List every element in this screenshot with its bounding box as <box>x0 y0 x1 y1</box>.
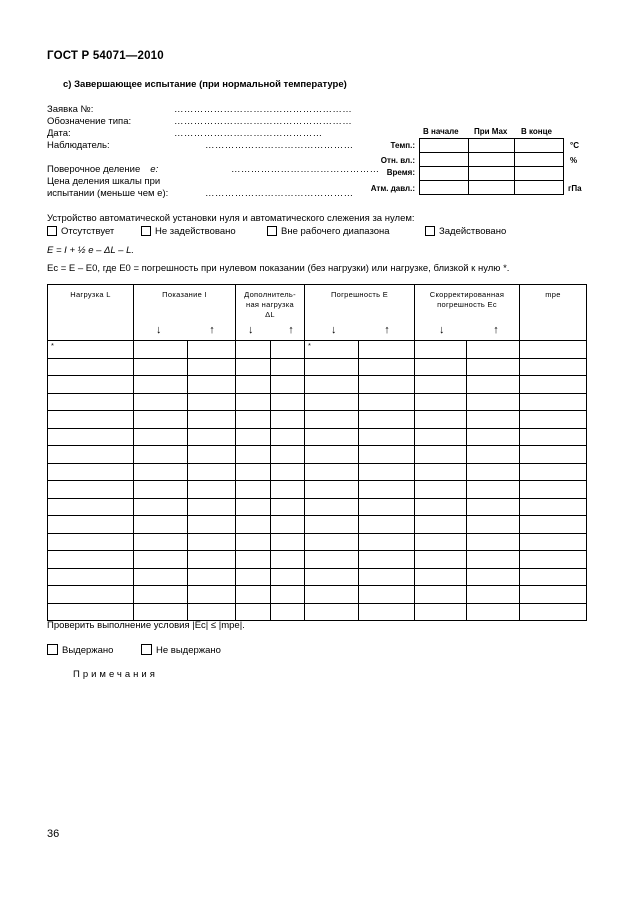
table-cell[interactable] <box>415 358 467 376</box>
table-cell[interactable] <box>188 463 236 481</box>
table-cell[interactable] <box>236 411 271 429</box>
table-row <box>48 516 587 534</box>
table-cell[interactable] <box>415 603 467 621</box>
table-cell[interactable] <box>188 411 236 429</box>
table-cell[interactable] <box>520 358 587 376</box>
table-cell[interactable] <box>48 358 134 376</box>
table-cell[interactable] <box>520 446 587 464</box>
table-cell[interactable] <box>134 376 188 394</box>
table-cell[interactable] <box>48 428 134 446</box>
table-cell[interactable] <box>359 358 415 376</box>
table-cell[interactable] <box>271 358 305 376</box>
table-cell[interactable] <box>415 551 467 569</box>
table-cell[interactable] <box>188 481 236 499</box>
table-row <box>48 568 587 586</box>
table-row <box>48 341 587 359</box>
results-table <box>47 284 587 621</box>
env-col-end: В конце <box>521 127 552 136</box>
scale-division-label-1: Цена деления шкалы при <box>47 176 161 187</box>
arrow-up-icon: ↑ <box>493 324 499 336</box>
table-row <box>48 376 587 394</box>
table-cell[interactable] <box>467 341 520 359</box>
table-row <box>48 586 587 604</box>
table-cell[interactable] <box>305 533 359 551</box>
table-cell[interactable] <box>48 341 134 359</box>
env-cell[interactable] <box>515 139 564 153</box>
option-absent[interactable]: Отсутствует <box>47 226 114 237</box>
arrow-down-icon: ↓ <box>439 324 445 336</box>
env-cell[interactable] <box>515 167 564 181</box>
table-cell[interactable] <box>520 533 587 551</box>
table-cell[interactable] <box>188 341 236 359</box>
table-cell[interactable] <box>236 603 271 621</box>
notes-title: Примечания <box>73 669 158 680</box>
table-cell[interactable] <box>48 568 134 586</box>
formula-error: E = I + ½ e – ΔL – L. <box>47 245 135 256</box>
table-cell[interactable] <box>134 481 188 499</box>
table-cell[interactable] <box>188 516 236 534</box>
table-cell[interactable] <box>134 533 188 551</box>
table-cell[interactable] <box>271 551 305 569</box>
verification-division-field[interactable]: ……………………………………… <box>231 164 380 175</box>
table-cell[interactable] <box>236 533 271 551</box>
table-cell[interactable] <box>236 446 271 464</box>
env-cell[interactable] <box>420 139 469 153</box>
table-cell[interactable] <box>48 551 134 569</box>
option-failed[interactable]: Не выдержано <box>141 644 221 656</box>
table-cell[interactable] <box>236 393 271 411</box>
table-cell[interactable] <box>305 463 359 481</box>
table-cell[interactable] <box>48 498 134 516</box>
table-cell[interactable] <box>188 376 236 394</box>
table-cell[interactable] <box>467 551 520 569</box>
env-row-time: Время: <box>386 168 415 177</box>
arrow-down-icon: ↓ <box>248 324 254 336</box>
environment-table <box>419 138 564 195</box>
table-cell[interactable] <box>359 603 415 621</box>
table-cell[interactable] <box>520 393 587 411</box>
table-row <box>48 393 587 411</box>
table-cell[interactable] <box>305 586 359 604</box>
verification-division-label: Поверочное деление e: <box>47 164 159 175</box>
table-cell[interactable] <box>134 568 188 586</box>
col-header-mpe: mpe <box>520 285 587 341</box>
env-cell[interactable] <box>420 181 469 195</box>
table-cell[interactable] <box>134 358 188 376</box>
section-title: с) Завершающее испытание (при нормальной температуре) <box>63 79 347 90</box>
table-cell[interactable] <box>467 498 520 516</box>
table-cell[interactable] <box>134 463 188 481</box>
table-cell[interactable] <box>415 411 467 429</box>
table-cell[interactable] <box>271 411 305 429</box>
col-header-indication: Показание I ↓ ↑ <box>134 285 236 341</box>
table-cell[interactable] <box>236 376 271 394</box>
checkbox[interactable] <box>425 226 435 236</box>
table-cell[interactable] <box>467 428 520 446</box>
table-cell[interactable] <box>48 463 134 481</box>
table-cell[interactable] <box>359 463 415 481</box>
env-row-pressure: Атм. давл.: <box>370 184 415 193</box>
env-col-max: При Max <box>474 127 508 136</box>
arrow-down-icon: ↓ <box>331 324 337 336</box>
table-cell[interactable] <box>236 568 271 586</box>
table-cell[interactable] <box>415 568 467 586</box>
table-cell[interactable] <box>236 516 271 534</box>
star-marker: * <box>51 341 54 350</box>
table-cell[interactable] <box>467 603 520 621</box>
table-cell[interactable] <box>188 393 236 411</box>
table-cell[interactable] <box>271 568 305 586</box>
table-cell[interactable] <box>48 516 134 534</box>
scale-division-label-2: испытании (меньше чем e): <box>47 188 169 199</box>
table-cell[interactable] <box>467 481 520 499</box>
table-cell[interactable] <box>520 586 587 604</box>
table-cell[interactable] <box>359 498 415 516</box>
checkbox[interactable] <box>47 226 57 236</box>
table-cell[interactable] <box>359 533 415 551</box>
table-cell[interactable] <box>305 428 359 446</box>
page-number: 36 <box>47 828 60 840</box>
table-cell[interactable] <box>467 516 520 534</box>
table-cell[interactable] <box>359 446 415 464</box>
table-cell[interactable] <box>415 481 467 499</box>
table-cell[interactable] <box>134 586 188 604</box>
checkbox[interactable] <box>267 226 277 236</box>
option-used[interactable]: Задействовано <box>425 226 506 237</box>
arrow-down-icon: ↓ <box>156 324 162 336</box>
table-cell[interactable] <box>305 446 359 464</box>
table-cell[interactable] <box>236 358 271 376</box>
env-unit-humidity: % <box>570 156 578 165</box>
table-cell[interactable] <box>415 586 467 604</box>
table-cell[interactable] <box>305 358 359 376</box>
checkbox[interactable] <box>47 644 58 655</box>
type-label: Обозначение типа: <box>47 116 132 127</box>
table-cell[interactable] <box>467 411 520 429</box>
table-cell[interactable] <box>359 568 415 586</box>
table-cell[interactable] <box>305 481 359 499</box>
table-cell[interactable] <box>188 428 236 446</box>
table-row <box>48 533 587 551</box>
zero-device-title: Устройство автоматической установки нуля и автоматического слежения за нулем: <box>47 213 415 224</box>
table-cell[interactable] <box>305 498 359 516</box>
table-cell[interactable] <box>188 358 236 376</box>
table-cell[interactable] <box>305 411 359 429</box>
table-cell[interactable] <box>305 341 359 359</box>
table-cell[interactable] <box>520 516 587 534</box>
table-cell[interactable] <box>359 341 415 359</box>
table-cell[interactable] <box>467 533 520 551</box>
table-cell[interactable] <box>134 411 188 429</box>
env-cell[interactable] <box>515 181 564 195</box>
env-row-humidity: Отн. вл.: <box>380 156 415 165</box>
table-cell[interactable] <box>271 498 305 516</box>
condition-check: Проверить выполнение условия |Ec| ≤ |mpe|. <box>47 620 245 631</box>
table-cell[interactable] <box>271 463 305 481</box>
env-cell[interactable] <box>469 181 515 195</box>
env-cell[interactable] <box>469 139 515 153</box>
request-field[interactable]: ……………………………………………… <box>174 104 353 115</box>
env-cell[interactable] <box>469 167 515 181</box>
table-cell[interactable] <box>134 603 188 621</box>
table-cell[interactable] <box>415 498 467 516</box>
table-cell[interactable] <box>134 393 188 411</box>
table-cell[interactable] <box>188 446 236 464</box>
col-header-error: Погрешность E ↓ ↑ <box>305 285 415 341</box>
table-cell[interactable] <box>271 428 305 446</box>
observer-label: Наблюдатель: <box>47 140 110 151</box>
table-cell[interactable] <box>467 393 520 411</box>
env-cell[interactable] <box>469 153 515 167</box>
table-cell[interactable] <box>48 586 134 604</box>
table-cell[interactable] <box>415 463 467 481</box>
table-cell[interactable] <box>271 533 305 551</box>
table-cell[interactable] <box>359 586 415 604</box>
table-cell[interactable] <box>467 586 520 604</box>
document-header: ГОСТ Р 54071—2010 <box>47 50 164 62</box>
table-cell[interactable] <box>520 481 587 499</box>
table-cell[interactable] <box>520 603 587 621</box>
checkbox[interactable] <box>141 226 151 236</box>
table-cell[interactable] <box>305 516 359 534</box>
table-cell[interactable] <box>359 411 415 429</box>
option-passed[interactable]: Выдержано <box>47 644 113 656</box>
table-cell[interactable] <box>520 498 587 516</box>
table-cell[interactable] <box>520 411 587 429</box>
table-cell[interactable] <box>359 481 415 499</box>
table-row <box>48 358 587 376</box>
table-cell[interactable] <box>467 446 520 464</box>
observer-field[interactable]: ……………………………………… <box>205 140 354 151</box>
table-cell[interactable] <box>188 568 236 586</box>
env-cell[interactable] <box>420 153 469 167</box>
table-cell[interactable] <box>305 551 359 569</box>
table-cell[interactable] <box>48 603 134 621</box>
table-cell[interactable] <box>359 551 415 569</box>
table-cell[interactable] <box>271 376 305 394</box>
table-row <box>48 446 587 464</box>
table-cell[interactable] <box>467 568 520 586</box>
checkbox[interactable] <box>141 644 152 655</box>
table-cell[interactable] <box>467 376 520 394</box>
table-cell[interactable] <box>359 393 415 411</box>
table-cell[interactable] <box>467 463 520 481</box>
table-cell[interactable] <box>359 376 415 394</box>
table-cell[interactable] <box>48 533 134 551</box>
table-cell[interactable] <box>188 551 236 569</box>
table-cell[interactable] <box>520 463 587 481</box>
date-field[interactable]: ……………………………………… <box>174 128 323 139</box>
col-header-corrected-error: Скорректированная погрешность Ec ↓ ↑ <box>415 285 520 341</box>
table-row <box>48 428 587 446</box>
table-cell[interactable] <box>520 376 587 394</box>
formula-corrected-error: Ec = E – E0, где E0 = погрешность при нулевом показании (без нагрузки) или нагрузке, близкой к нулю *. <box>47 263 510 274</box>
env-cell[interactable] <box>420 167 469 181</box>
table-cell[interactable] <box>520 568 587 586</box>
table-cell[interactable] <box>134 516 188 534</box>
table-row <box>48 463 587 481</box>
table-cell[interactable] <box>520 341 587 359</box>
table-cell[interactable] <box>236 586 271 604</box>
table-cell[interactable] <box>271 341 305 359</box>
option-not-used[interactable]: Не задействовано <box>141 226 236 237</box>
table-cell[interactable] <box>415 516 467 534</box>
table-cell[interactable] <box>188 603 236 621</box>
env-unit-temp: °C <box>570 141 579 150</box>
table-cell[interactable] <box>236 498 271 516</box>
table-cell[interactable] <box>271 393 305 411</box>
table-cell[interactable] <box>305 568 359 586</box>
scale-division-field[interactable]: ……………………………………… <box>205 188 354 199</box>
table-cell[interactable] <box>520 428 587 446</box>
date-label: Дата: <box>47 128 71 139</box>
table-cell[interactable] <box>188 586 236 604</box>
table-cell[interactable] <box>359 428 415 446</box>
table-row <box>48 498 587 516</box>
col-header-load: Нагрузка L <box>48 285 134 341</box>
type-field[interactable]: ……………………………………………… <box>174 116 353 127</box>
table-cell[interactable] <box>305 603 359 621</box>
table-cell[interactable] <box>415 341 467 359</box>
env-cell[interactable] <box>515 153 564 167</box>
env-col-start: В начале <box>423 127 459 136</box>
table-row <box>48 551 587 569</box>
table-row <box>48 603 587 621</box>
table-cell[interactable] <box>188 533 236 551</box>
table-cell[interactable] <box>359 516 415 534</box>
table-cell[interactable] <box>236 551 271 569</box>
arrow-up-icon: ↑ <box>384 324 390 336</box>
star-marker: * <box>308 341 311 350</box>
table-cell[interactable] <box>134 551 188 569</box>
table-cell[interactable] <box>48 411 134 429</box>
table-cell[interactable] <box>271 481 305 499</box>
table-cell[interactable] <box>48 393 134 411</box>
table-cell[interactable] <box>271 446 305 464</box>
env-unit-pressure: гПа <box>568 184 582 193</box>
table-cell[interactable] <box>236 428 271 446</box>
table-cell[interactable] <box>305 376 359 394</box>
table-cell[interactable] <box>520 551 587 569</box>
table-cell[interactable] <box>48 376 134 394</box>
table-cell[interactable] <box>48 481 134 499</box>
option-out-of-range[interactable]: Вне рабочего диапазона <box>267 226 390 237</box>
table-cell[interactable] <box>415 533 467 551</box>
table-cell[interactable] <box>305 393 359 411</box>
table-cell[interactable] <box>48 446 134 464</box>
request-label: Заявка №: <box>47 104 94 115</box>
table-row <box>48 411 587 429</box>
table-cell[interactable] <box>134 498 188 516</box>
table-cell[interactable] <box>236 481 271 499</box>
table-cell[interactable] <box>134 341 188 359</box>
table-row <box>48 481 587 499</box>
env-row-temp: Темп.: <box>390 141 415 150</box>
table-cell[interactable] <box>271 516 305 534</box>
table-cell[interactable] <box>134 428 188 446</box>
arrow-up-icon: ↑ <box>288 324 294 336</box>
table-cell[interactable] <box>188 498 236 516</box>
table-cell[interactable] <box>134 446 188 464</box>
arrow-up-icon: ↑ <box>209 324 215 336</box>
table-cell[interactable] <box>271 603 305 621</box>
table-cell[interactable] <box>415 446 467 464</box>
table-cell[interactable] <box>271 586 305 604</box>
table-cell[interactable] <box>467 358 520 376</box>
table-cell[interactable] <box>236 463 271 481</box>
col-header-additional-load: Дополнитель- ная нагрузка ΔL ↓ ↑ <box>236 285 305 341</box>
table-cell[interactable] <box>415 393 467 411</box>
table-cell[interactable] <box>415 428 467 446</box>
table-cell[interactable] <box>415 376 467 394</box>
table-cell[interactable] <box>236 341 271 359</box>
